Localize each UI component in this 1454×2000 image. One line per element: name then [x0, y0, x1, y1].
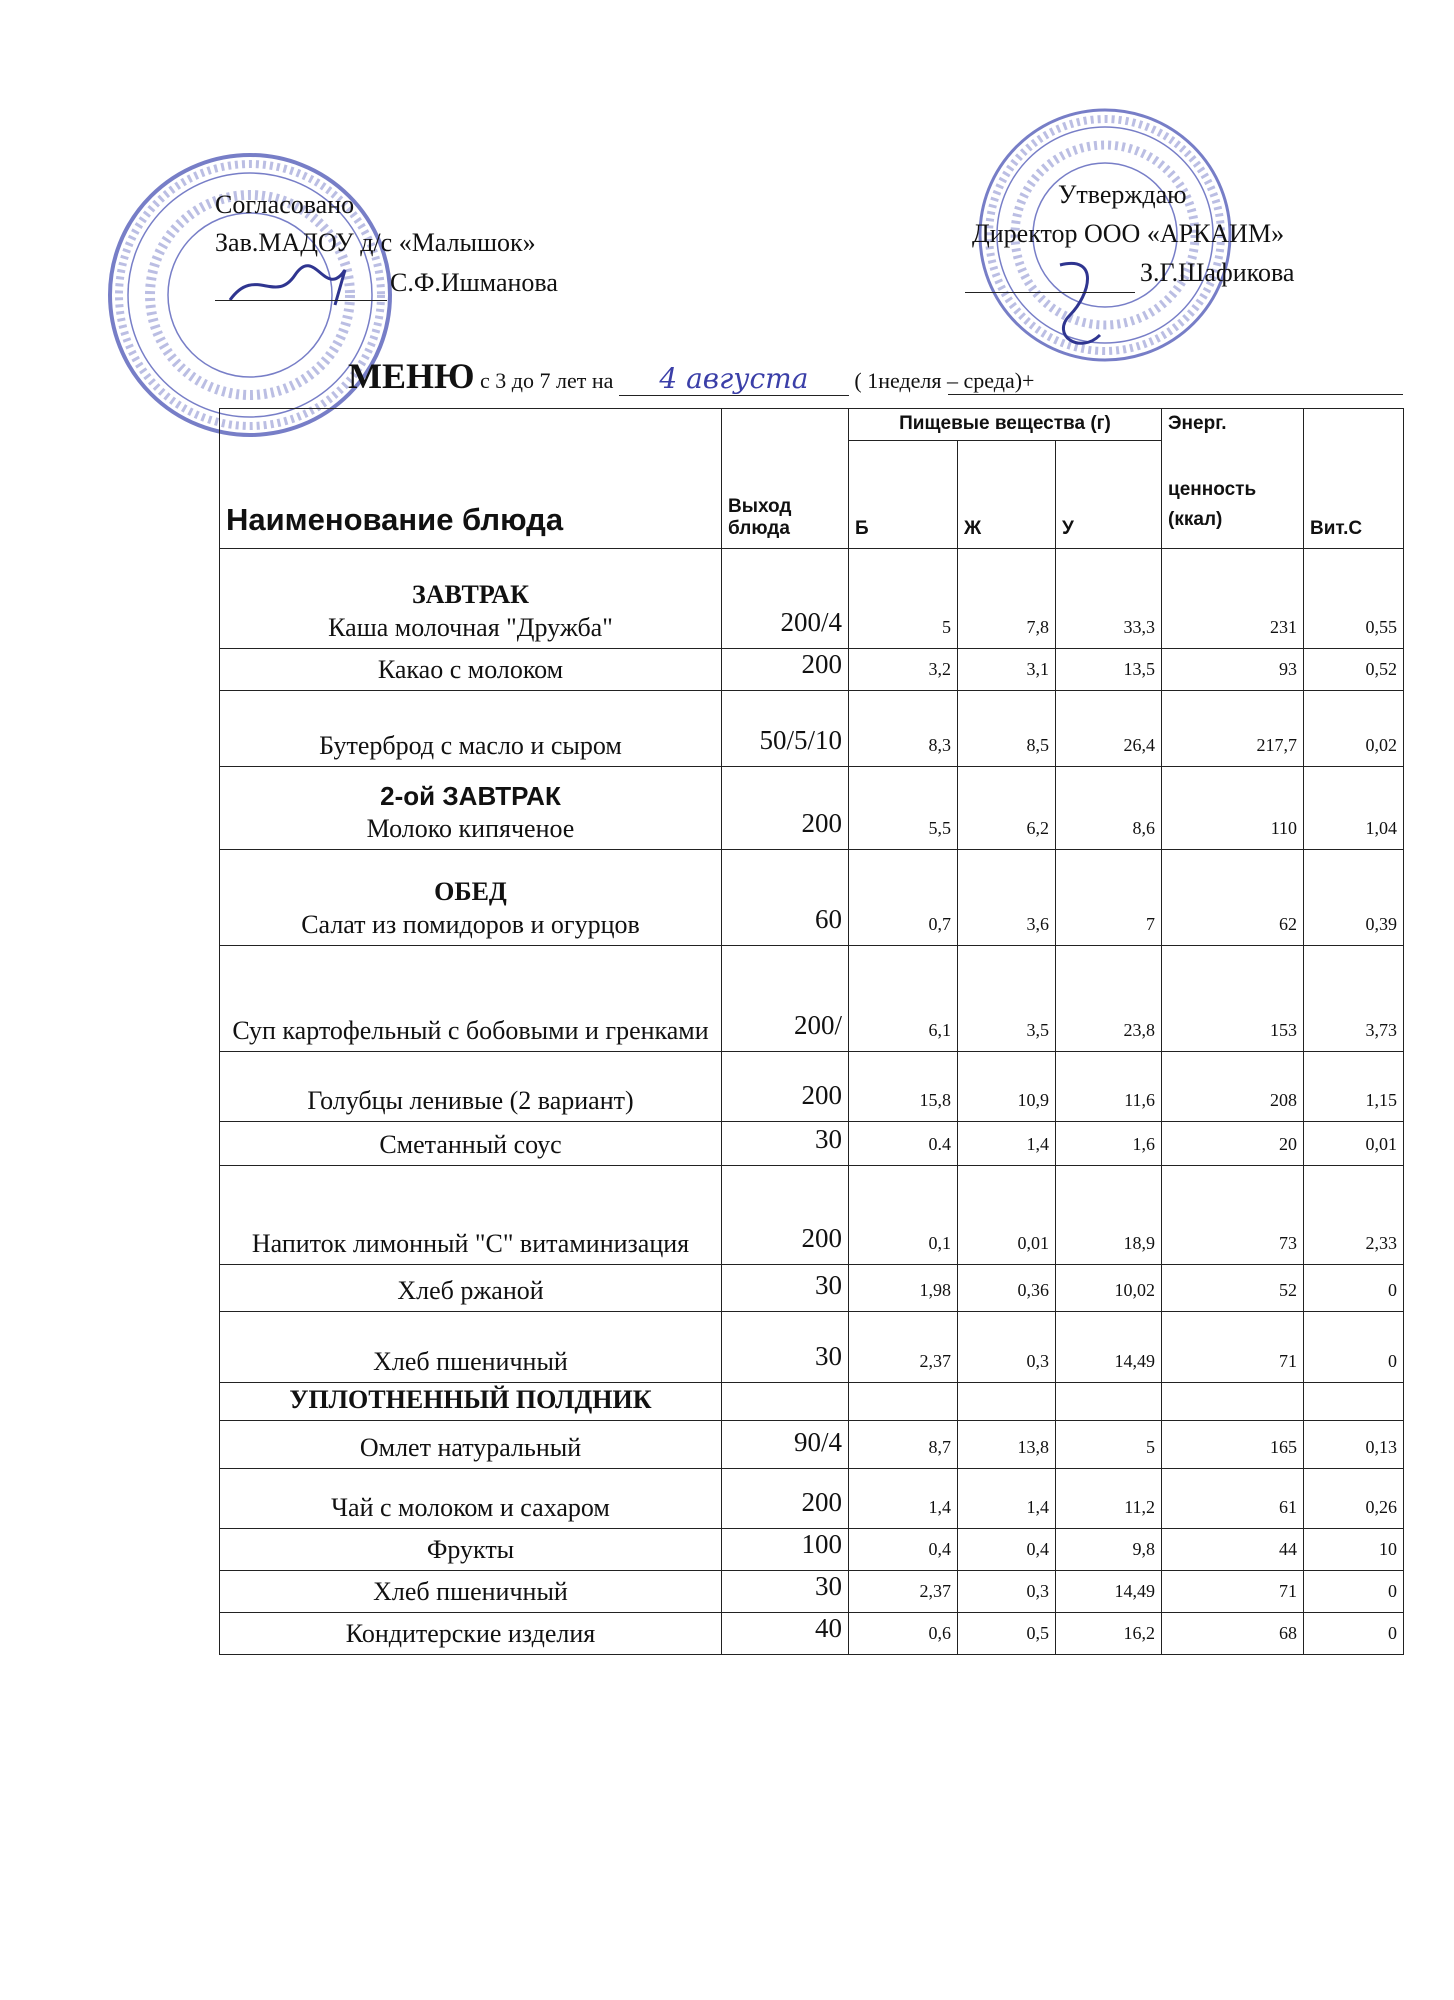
vitc-cell: 0	[1304, 1613, 1404, 1655]
dish-cell	[220, 767, 722, 850]
vitc-cell: 0	[1304, 1265, 1404, 1312]
table-row	[220, 1052, 1404, 1122]
kcal-cell: 93	[1162, 649, 1304, 691]
menu-date: 4 августа	[619, 362, 849, 396]
u-cell: 11,6	[1056, 1052, 1162, 1122]
vitc-cell: 0,01	[1304, 1122, 1404, 1166]
b-cell: 1,4	[849, 1469, 958, 1529]
approval-right-title: Утверждаю	[1058, 180, 1187, 209]
u-cell: 9,8	[1056, 1529, 1162, 1571]
kcal-cell: 110	[1162, 767, 1304, 850]
table-row	[220, 767, 1404, 850]
dish-name: Кондитерские изделия	[345, 1618, 596, 1648]
dish-name: Сметанный соус	[379, 1129, 562, 1159]
table-row	[220, 549, 1404, 649]
yield-cell: 200/	[722, 946, 849, 1052]
table-row	[220, 1613, 1404, 1655]
dish-cell	[220, 1571, 722, 1613]
b-cell: 6,1	[849, 946, 958, 1052]
u-cell: 13,5	[1056, 649, 1162, 691]
dish-name: Напиток лимонный "С" витаминизация	[251, 1228, 690, 1258]
table-row	[220, 850, 1404, 946]
b-cell: 8,7	[849, 1421, 958, 1469]
vitc-cell: 0,39	[1304, 850, 1404, 946]
b-cell: 0,6	[849, 1613, 958, 1655]
dish-cell	[220, 1613, 722, 1655]
vitc-cell: 0,26	[1304, 1469, 1404, 1529]
yield-cell: 200	[722, 1166, 849, 1265]
yield-cell: 30	[722, 1122, 849, 1166]
dish-name: Голубцы ленивые (2 вариант)	[307, 1085, 634, 1115]
b-cell: 5	[849, 549, 958, 649]
dish-cell	[220, 691, 722, 767]
dish-cell	[220, 1312, 722, 1383]
zh-cell: 8,5	[958, 691, 1056, 767]
dish-cell	[220, 850, 722, 946]
section-title: УПЛОТНЕННЫЙ ПОЛДНИК	[289, 1384, 652, 1414]
u-cell: 18,9	[1056, 1166, 1162, 1265]
table-row	[220, 1529, 1404, 1571]
approval-right-person: З.Г.Шафикова	[1140, 258, 1295, 287]
zh-cell: 3,6	[958, 850, 1056, 946]
vitc-cell: 0,52	[1304, 649, 1404, 691]
title-rule	[948, 394, 1403, 395]
zh-cell: 0,01	[958, 1166, 1056, 1265]
age-label: с 3 до 7 лет на	[480, 368, 614, 393]
section-title: 2-ой ЗАВТРАК	[380, 781, 561, 811]
approval-left-position: Зав.МАДОУ д/с «Малышок»	[215, 228, 536, 257]
dish-cell	[220, 1529, 722, 1571]
dish-cell	[220, 1052, 722, 1122]
u-cell: 14,49	[1056, 1571, 1162, 1613]
dish-name: Хлеб пшеничный	[373, 1576, 568, 1606]
u-cell: 5	[1056, 1421, 1162, 1469]
empty-cell	[722, 1383, 849, 1421]
empty-cell	[1304, 1383, 1404, 1421]
dish-cell	[220, 1421, 722, 1469]
b-cell: 0,7	[849, 850, 958, 946]
dish-cell	[220, 1265, 722, 1312]
empty-cell	[1162, 1383, 1304, 1421]
section-title: ОБЕД	[434, 877, 507, 906]
kcal-cell: 71	[1162, 1571, 1304, 1613]
vitc-cell: 0,02	[1304, 691, 1404, 767]
dish-name: Фрукты	[426, 1534, 515, 1564]
approval-left-title: Согласовано	[215, 190, 355, 219]
yield-cell: 90/4	[722, 1421, 849, 1469]
u-cell: 1,6	[1056, 1122, 1162, 1166]
table-row	[220, 1265, 1404, 1312]
yield-cell: 30	[722, 1312, 849, 1383]
dish-cell	[220, 1166, 722, 1265]
yield-cell: 100	[722, 1529, 849, 1571]
signature-left	[225, 255, 385, 315]
vitc-cell: 0,55	[1304, 549, 1404, 649]
u-cell: 33,3	[1056, 549, 1162, 649]
dish-name: Молоко кипяченое	[366, 813, 575, 843]
kcal-cell: 52	[1162, 1265, 1304, 1312]
vitc-cell: 2,33	[1304, 1166, 1404, 1265]
header-zh: Ж	[958, 441, 1056, 549]
zh-cell: 3,5	[958, 946, 1056, 1052]
b-cell: 5,5	[849, 767, 958, 850]
yield-cell: 50/5/10	[722, 691, 849, 767]
yield-cell: 200	[722, 649, 849, 691]
table-row	[220, 1122, 1404, 1166]
yield-cell: 30	[722, 1571, 849, 1613]
yield-cell: 200	[722, 1469, 849, 1529]
signature-right	[1040, 255, 1120, 365]
dish-cell	[220, 1469, 722, 1529]
kcal-cell: 20	[1162, 1122, 1304, 1166]
empty-cell	[849, 1383, 958, 1421]
zh-cell: 6,2	[958, 767, 1056, 850]
b-cell: 2,37	[849, 1312, 958, 1383]
kcal-cell: 165	[1162, 1421, 1304, 1469]
zh-cell: 0,36	[958, 1265, 1056, 1312]
yield-cell: 60	[722, 850, 849, 946]
approval-right-position: Директор ООО «АРКАИМ»	[972, 219, 1285, 248]
table-row	[220, 1571, 1404, 1613]
table-row	[220, 1469, 1404, 1529]
yield-cell: 200/4	[722, 549, 849, 649]
table-row	[220, 946, 1404, 1052]
b-cell: 0.4	[849, 1122, 958, 1166]
yield-cell: 200	[722, 1052, 849, 1122]
kcal-cell: 61	[1162, 1469, 1304, 1529]
b-cell: 0,1	[849, 1166, 958, 1265]
b-cell: 2,37	[849, 1571, 958, 1613]
kcal-cell: 73	[1162, 1166, 1304, 1265]
b-cell: 1,98	[849, 1265, 958, 1312]
b-cell: 8,3	[849, 691, 958, 767]
header-yield: Выход блюда	[722, 409, 849, 549]
zh-cell: 7,8	[958, 549, 1056, 649]
zh-cell: 0,4	[958, 1529, 1056, 1571]
zh-cell: 0,5	[958, 1613, 1056, 1655]
kcal-cell: 44	[1162, 1529, 1304, 1571]
dish-name: Салат из помидоров и огурцов	[301, 909, 640, 939]
kcal-cell: 217,7	[1162, 691, 1304, 767]
table-row	[220, 1421, 1404, 1469]
signature-line-left	[215, 300, 387, 301]
kcal-cell: 62	[1162, 850, 1304, 946]
header-energy	[1162, 409, 1304, 549]
yield-cell: 30	[722, 1265, 849, 1312]
dish-name: Какао с молоком	[377, 654, 564, 684]
signature-line-right	[965, 292, 1135, 293]
dish-cell	[220, 549, 722, 649]
approval-left-person: С.Ф.Ишманова	[390, 268, 558, 297]
u-cell: 10,02	[1056, 1265, 1162, 1312]
u-cell: 14,49	[1056, 1312, 1162, 1383]
table-row	[220, 1383, 1404, 1421]
dish-name: Чай с молоком и сахаром	[331, 1492, 610, 1522]
dish-cell	[220, 946, 722, 1052]
u-cell: 26,4	[1056, 691, 1162, 767]
dish-name: Каша молочная "Дружба"	[328, 612, 613, 642]
table-row	[220, 1312, 1404, 1383]
zh-cell: 1,4	[958, 1469, 1056, 1529]
dish-name: Омлет натуральный	[359, 1432, 582, 1462]
kcal-cell: 153	[1162, 946, 1304, 1052]
table-row	[220, 649, 1404, 691]
zh-cell: 13,8	[958, 1421, 1056, 1469]
week-label: ( 1неделя – среда)+	[854, 368, 1035, 393]
dish-name: Хлеб ржаной	[397, 1275, 544, 1305]
yield-cell: 200	[722, 767, 849, 850]
dish-name: Бутерброд с масло и сыром	[319, 730, 622, 760]
vitc-cell: 1,04	[1304, 767, 1404, 850]
kcal-cell: 208	[1162, 1052, 1304, 1122]
kcal-cell: 71	[1162, 1312, 1304, 1383]
zh-cell: 0,3	[958, 1571, 1056, 1613]
table-row	[220, 691, 1404, 767]
vitc-cell: 1,15	[1304, 1052, 1404, 1122]
zh-cell: 0,3	[958, 1312, 1056, 1383]
dish-name: Суп картофельный с бобовыми и гренками	[232, 1015, 709, 1045]
yield-cell: 40	[722, 1613, 849, 1655]
vitc-cell: 0,13	[1304, 1421, 1404, 1469]
dish-cell	[220, 649, 722, 691]
menu-title	[348, 355, 1034, 397]
header-u: У	[1056, 441, 1162, 549]
menu-table	[219, 408, 1404, 1655]
dish-name: Хлеб пшеничный	[373, 1346, 568, 1376]
header-energy-bottom: ценность (ккал)	[1168, 479, 1257, 531]
header-nutrients: Пищевые вещества (г)	[849, 409, 1162, 441]
b-cell: 15,8	[849, 1052, 958, 1122]
zh-cell: 1,4	[958, 1122, 1056, 1166]
vitc-cell: 0	[1304, 1312, 1404, 1383]
u-cell: 23,8	[1056, 946, 1162, 1052]
kcal-cell: 231	[1162, 549, 1304, 649]
u-cell: 7	[1056, 850, 1162, 946]
vitc-cell: 3,73	[1304, 946, 1404, 1052]
vitc-cell: 0	[1304, 1571, 1404, 1613]
b-cell: 0,4	[849, 1529, 958, 1571]
header-b: Б	[849, 441, 958, 549]
header-name: Наименование блюда	[220, 409, 722, 549]
section-cell	[220, 1383, 722, 1421]
kcal-cell: 68	[1162, 1613, 1304, 1655]
menu-label: МЕНЮ	[348, 356, 475, 396]
section-title: ЗАВТРАК	[411, 580, 530, 609]
b-cell: 3,2	[849, 649, 958, 691]
u-cell: 16,2	[1056, 1613, 1162, 1655]
zh-cell: 3,1	[958, 649, 1056, 691]
table-row	[220, 1166, 1404, 1265]
header-vitc: Вит.С	[1304, 409, 1404, 549]
zh-cell: 10,9	[958, 1052, 1056, 1122]
header-energy-top: Энерг.	[1168, 413, 1227, 434]
empty-cell	[1056, 1383, 1162, 1421]
vitc-cell: 10	[1304, 1529, 1404, 1571]
empty-cell	[958, 1383, 1056, 1421]
u-cell: 8,6	[1056, 767, 1162, 850]
dish-cell	[220, 1122, 722, 1166]
u-cell: 11,2	[1056, 1469, 1162, 1529]
